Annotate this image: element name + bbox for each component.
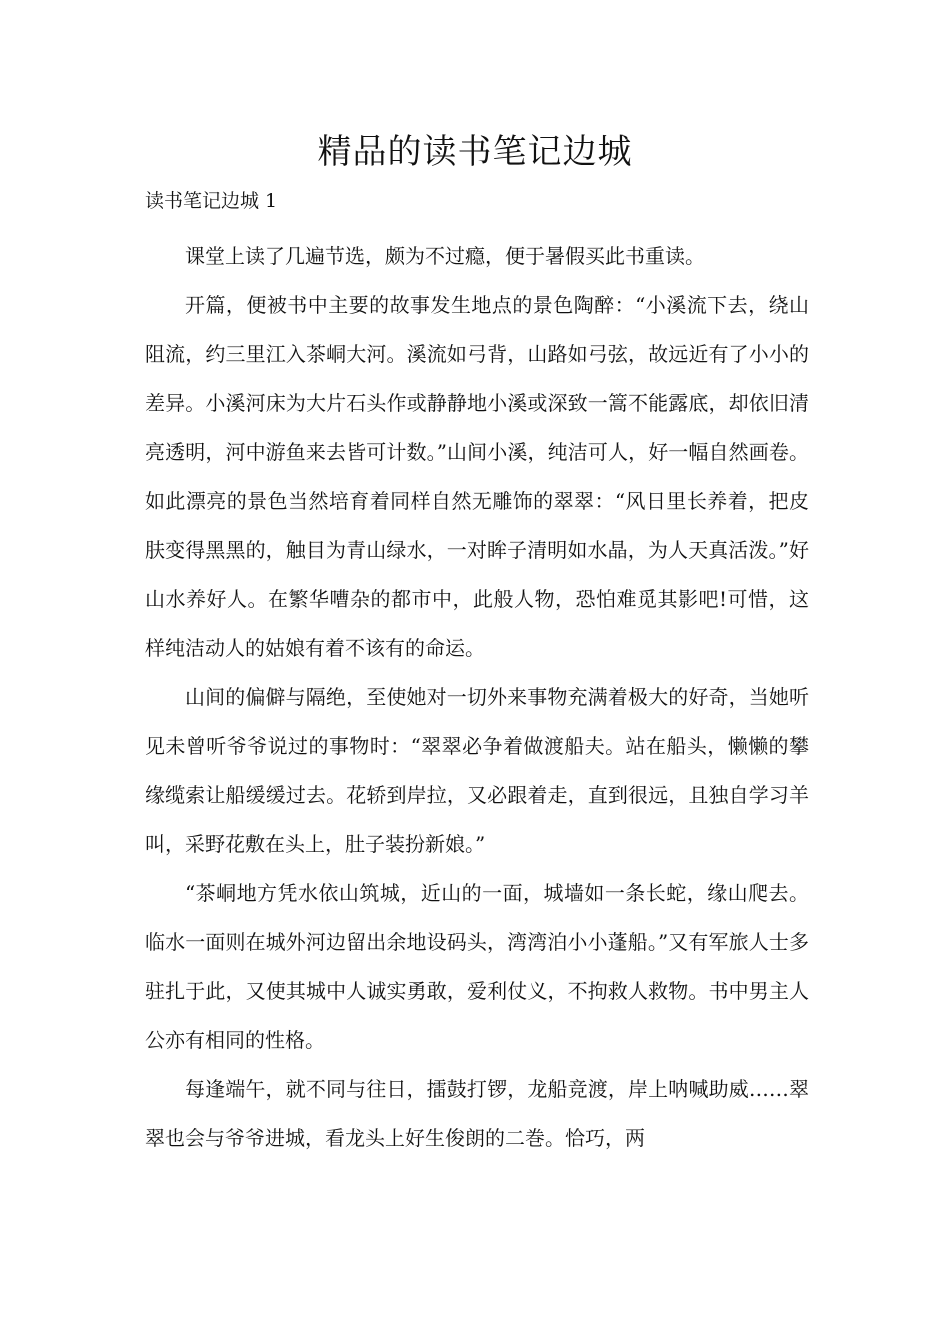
paragraph: 课堂上读了几遍节选，颇为不过瘾，便于暑假买此书重读。 [185, 244, 705, 268]
document-title: 精品的读书笔记边城 [317, 132, 633, 172]
paragraph: 每逢端午，就不同与往日，擂鼓打锣，龙船竞渡，岸上呐喊助威……翠翠也会与爷爷进城，看龙头上好生俊朗的二巻。恰巧，两 [145, 1077, 809, 1150]
paragraph: “茶峒地方凭水依山筑城，近山的一面，城墙如一条长蛇，缘山爬去。临水一面则在城外河边留出余地设码头，湾湾泊小小蓬船。”又有军旅人士多驻扎于此，又使其城中人诚实勇敢，爱利仗义，不拘救人救物。书中男主人公亦有相同的性格。 [145, 881, 809, 1052]
paragraph: 开篇，便被书中主要的故事发生地点的景色陶醉：“小溪流下去，绕山阻流，约三里江入茶峒大河。溪流如弓背，山路如弓弦，故远近有了小小的差异。小溪河床为大片石头作或静静地小溪或深致一篙不能露底，却依旧清亮透明，河中游鱼来去皆可计数。”山间小溪，纯洁可人，好一幅自然画卷。如此漂亮的景色当然培育着同样自然无雕饰的翠翠：“风日里长养着，把皮肤变得黑黑的，触目为青山绿水，一对眸子清明如水晶，为人天真活泼。”好山水养好人。在繁华嘈杂的都市中，此般人物，恐怕难觅其影吧!可惜，这样纯洁动人的姑娘有着不该有的命运。 [145, 293, 809, 660]
section-heading: 读书笔记边城 1 [145, 190, 278, 212]
document-body [145, 232, 809, 1163]
paragraph: 山间的偏僻与隔绝，至使她对一切外来事物充满着极大的好奇，当她听见未曾听爷爷说过的事物时：“翠翠必争着做渡船夫。站在船头，懒懒的攀缘缆索让船缓缓过去。花轿到岸拉，又必跟着走，直到很远，且独自学习羊叫，采野花敷在头上，肚子装扮新娘。” [145, 685, 809, 856]
